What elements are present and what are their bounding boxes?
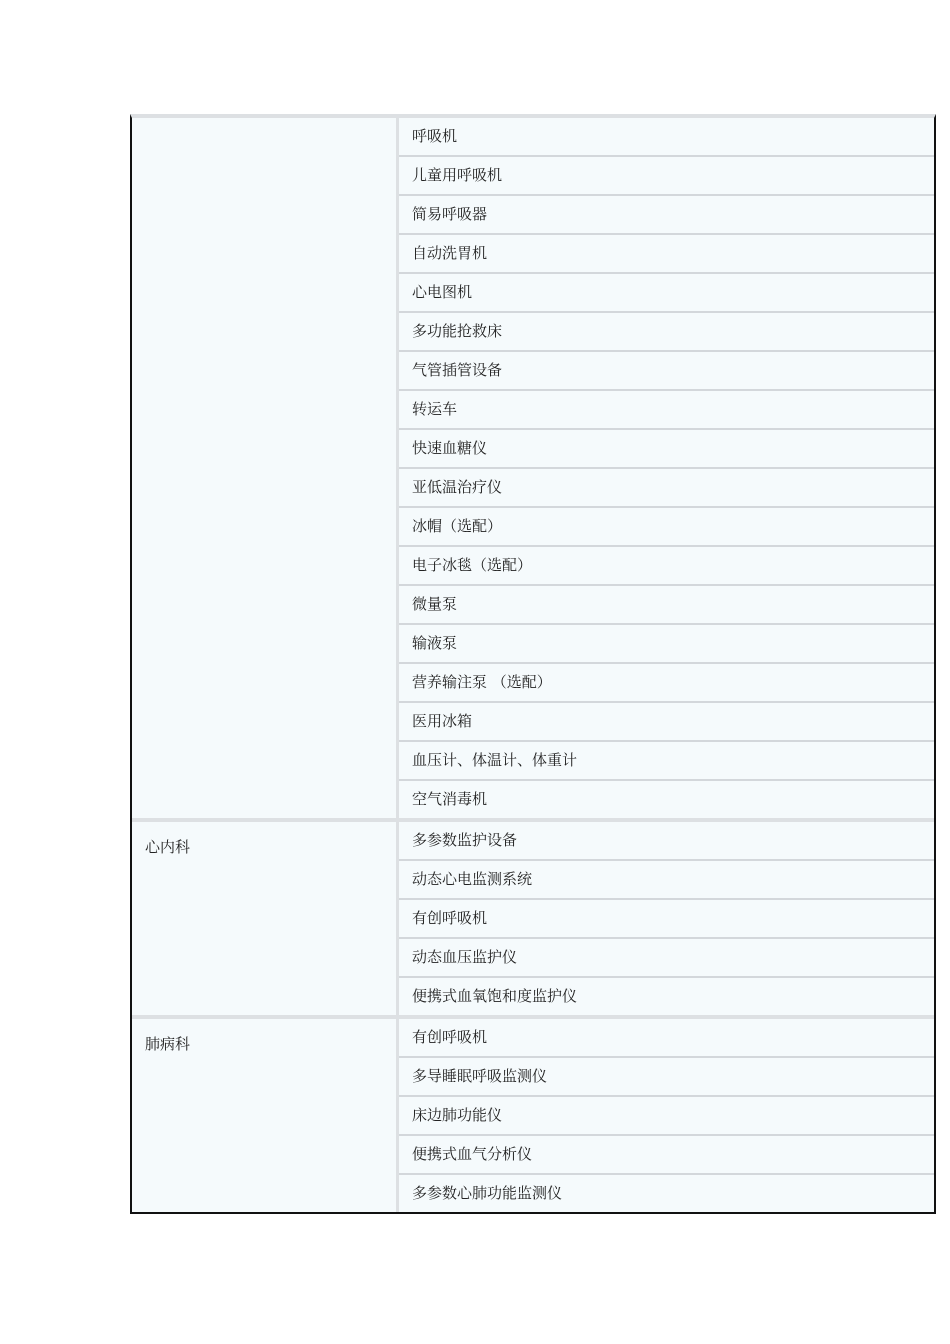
equipment-item: 便携式血氧饱和度监护仪: [399, 978, 934, 1015]
department-group: [132, 118, 934, 818]
equipment-item: 多功能抢救床: [399, 313, 934, 352]
equipment-item: 心电图机: [399, 274, 934, 313]
equipment-item: 输液泵: [399, 625, 934, 664]
equipment-item: 动态心电监测系统: [399, 861, 934, 900]
equipment-item: 转运车: [399, 391, 934, 430]
department-cell: 肺病科: [132, 1019, 399, 1212]
equipment-item: 快速血糖仪: [399, 430, 934, 469]
equipment-item: 动态血压监护仪: [399, 939, 934, 978]
equipment-item: 自动洗胃机: [399, 235, 934, 274]
equipment-item: 便携式血气分析仪: [399, 1136, 934, 1175]
equipment-list: [399, 118, 934, 818]
equipment-list: [399, 1019, 934, 1212]
equipment-item: 床边肺功能仪: [399, 1097, 934, 1136]
equipment-item: 儿童用呼吸机: [399, 157, 934, 196]
department-cell: [132, 118, 399, 818]
equipment-item: 血压计、体温计、体重计: [399, 742, 934, 781]
department-group: [132, 818, 934, 1015]
equipment-table: [130, 114, 936, 1214]
equipment-item: 微量泵: [399, 586, 934, 625]
equipment-item: 多参数心肺功能监测仪: [399, 1175, 934, 1212]
equipment-item: 多导睡眠呼吸监测仪: [399, 1058, 934, 1097]
equipment-item: 亚低温治疗仪: [399, 469, 934, 508]
equipment-item: 医用冰箱: [399, 703, 934, 742]
department-group: [132, 1015, 934, 1212]
equipment-item: 多参数监护设备: [399, 822, 934, 861]
equipment-item: 呼吸机: [399, 118, 934, 157]
equipment-item: 气管插管设备: [399, 352, 934, 391]
equipment-item: 简易呼吸器: [399, 196, 934, 235]
equipment-item: 有创呼吸机: [399, 900, 934, 939]
department-cell: 心内科: [132, 822, 399, 1015]
equipment-item: 冰帽（选配）: [399, 508, 934, 547]
equipment-item: 营养输注泵 （选配）: [399, 664, 934, 703]
equipment-list: [399, 822, 934, 1015]
equipment-item: 空气消毒机: [399, 781, 934, 818]
equipment-item: 电子冰毯（选配）: [399, 547, 934, 586]
equipment-item: 有创呼吸机: [399, 1019, 934, 1058]
